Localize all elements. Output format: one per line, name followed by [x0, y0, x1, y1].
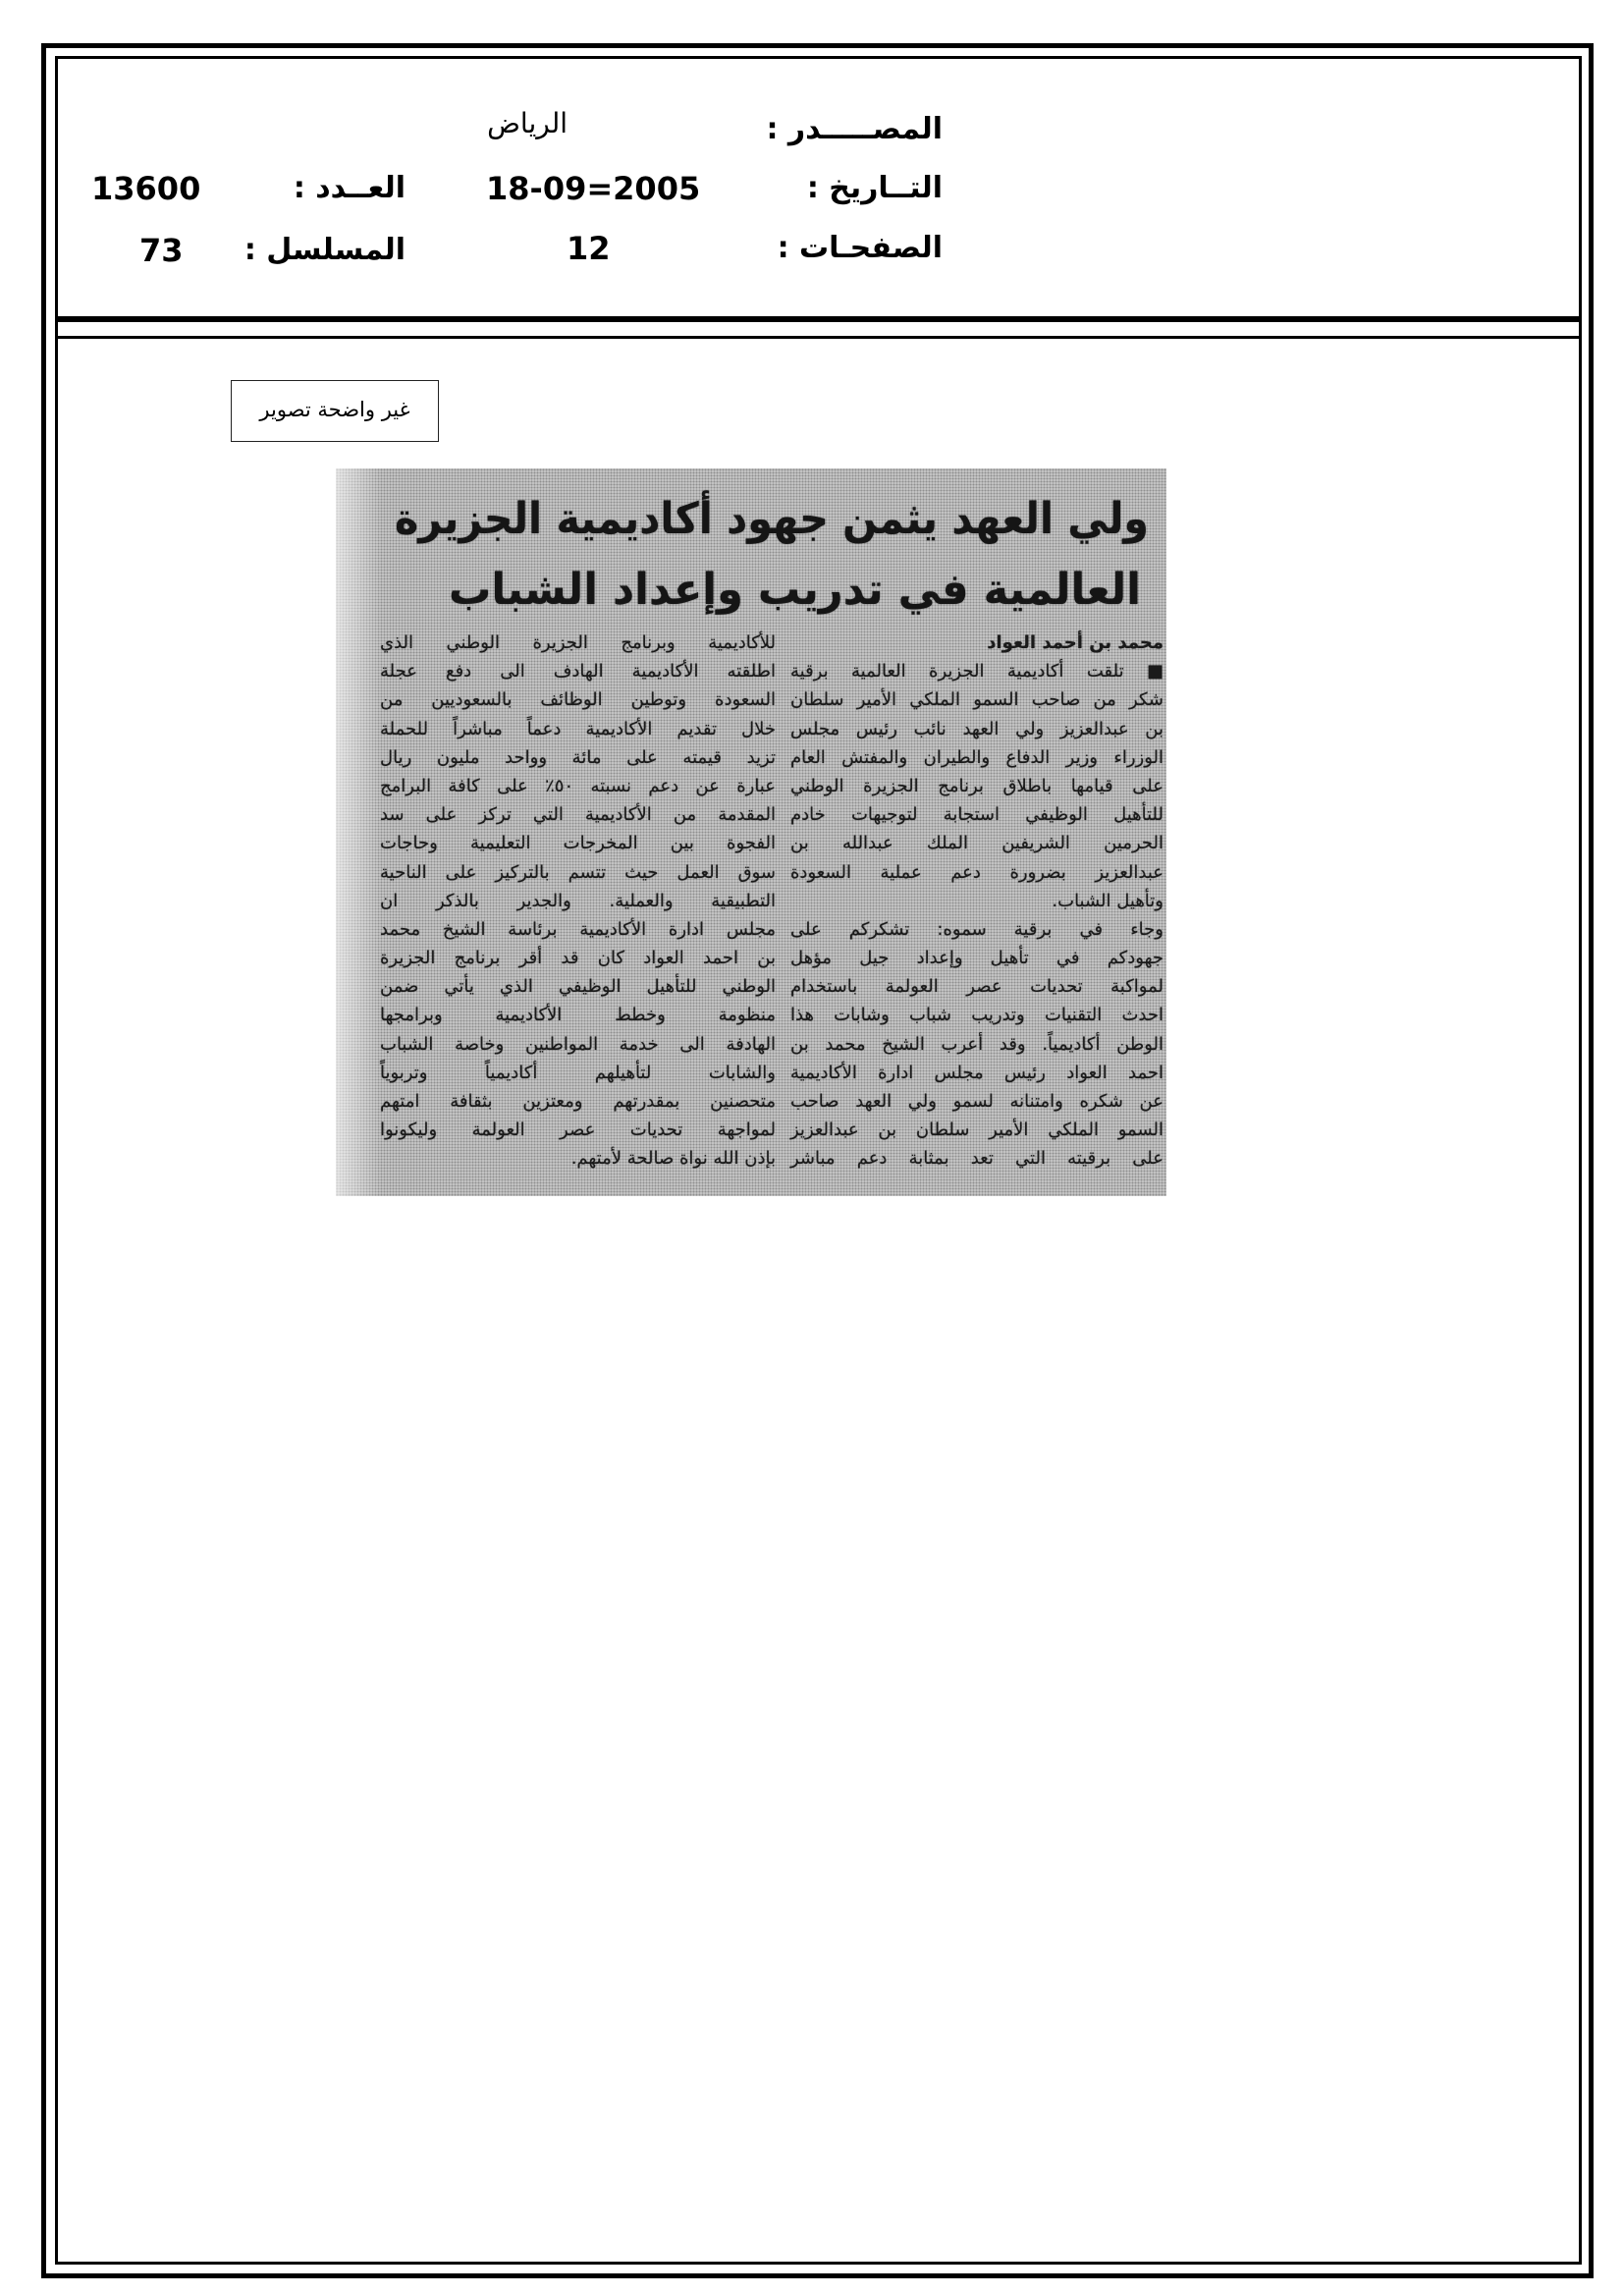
- article-line: للأكاديمية وبرنامج الجزيرة الوطني الذي: [380, 632, 776, 653]
- article-line: مجلس ادارة الأكاديمية برئاسة الشيخ محمد: [380, 918, 776, 940]
- article-line: بن عبدالعزيز ولي العهد نائب رئيس مجلس: [790, 718, 1163, 739]
- article-line: السعودة وتوطين الوظائف بالسعوديين من: [380, 689, 776, 711]
- article-line: بإذن الله نواة صالحة لأمتهم.: [570, 1148, 776, 1170]
- serial-value: 73: [139, 232, 184, 269]
- article-line: تزيد قيمته على مائة وواحد مليون ريال: [380, 746, 776, 768]
- article-line: الوطني للتأهيل الوظيفي الذي يأتي ضمن: [380, 976, 776, 998]
- article-line: على برقيته التي تعد بمثابة دعم مباشر: [790, 1148, 1163, 1170]
- article-line: الوزراء وزير الدفاع والطيران والمفتش العام: [790, 746, 1163, 768]
- serial-label: المسلسل :: [243, 233, 406, 267]
- article-line: احمد العواد رئيس مجلس ادارة الأكاديمية: [790, 1062, 1163, 1083]
- article-line: اطلقته الأكاديمية الهادف الى دفع عجلة: [380, 661, 776, 683]
- source-label: المصـــــدر :: [766, 112, 943, 146]
- article-line: عبدالعزيز بضرورة دعم عملية السعودة: [790, 861, 1163, 883]
- article-line: السمو الملكي الأمير سلطان بن عبدالعزيز: [790, 1120, 1163, 1141]
- headline-line-2: العالمية في تدريب وإعداد الشباب: [448, 565, 1141, 615]
- article-line: لمواكبة تحديات عصر العولمة باستخدام: [790, 976, 1163, 998]
- article-line: متحصنين بمقدرتهم ومعتزين بثقافة امتهم: [380, 1091, 776, 1112]
- article-column-left: [380, 629, 776, 1174]
- newspaper-clipping: [336, 468, 1166, 1196]
- date-value: 18-09=2005: [486, 170, 701, 207]
- article-line: جهودكم في تأهيل وإعداد جيل مؤهل: [790, 948, 1163, 969]
- article-line: بن احمد العواد كان قد أقر برنامج الجزيرة: [380, 948, 776, 969]
- pages-label: الصفحـات :: [777, 231, 943, 265]
- article-line: خلال تقديم الأكاديمية دعماً مباشراً للحملة: [380, 718, 776, 739]
- date-label: التــاريخ :: [806, 171, 943, 205]
- article-line: احدث التقنيات وتدريب شباب وشابات هذا: [790, 1005, 1163, 1026]
- pages-value: 12: [567, 230, 611, 267]
- header-divider-thick: [55, 316, 1582, 322]
- article-line: المقدمة من الأكاديمية التي تركز على سد: [380, 804, 776, 826]
- article-line: على قيامها باطلاق برنامج الجزيرة الوطني: [790, 775, 1163, 796]
- article-line: للتأهيل الوظيفي استجابة لتوجيهات خادم: [790, 804, 1163, 826]
- article-column-right: [790, 629, 1163, 1174]
- article-line: شكر من صاحب السمو الملكي الأمير سلطان: [790, 689, 1163, 711]
- article-line: الهادفة الى خدمة المواطنين وخاصة الشباب: [380, 1033, 776, 1055]
- unclear-copy-note: غير واضحة تصوير: [231, 380, 439, 442]
- article-line: الوطن أكاديمياً. وقد أعرب الشيخ محمد بن: [790, 1033, 1163, 1055]
- article-line: التطبيقية والعملية. والجدير بالذكر ان: [380, 890, 776, 911]
- article-line: الحرمين الشريفين الملك عبدالله بن: [790, 833, 1163, 854]
- article-line: ■ تلقت أكاديمية الجزيرة العالمية برقية: [790, 661, 1163, 683]
- article-line: وجاء في برقية سموه: تشكركم على: [790, 918, 1163, 940]
- article-line: عن شكره وامتنانه لسمو ولي العهد صاحب: [790, 1091, 1163, 1112]
- article-line: لمواجهة تحديات عصر العولمة وليكونوا: [380, 1120, 776, 1141]
- article-line: منظومة وخطط الأكاديمية وبرامجها: [380, 1005, 776, 1026]
- source-value: الرياض: [487, 107, 568, 139]
- article-line: والشابات لتأهيلهم أكاديمياً وتربوياً: [380, 1062, 776, 1083]
- issue-value: 13600: [91, 170, 201, 207]
- article-line: عبارة عن دعم نسبته ٥٠٪ على كافة البرامج: [380, 775, 776, 796]
- header-divider-thin: [55, 336, 1582, 339]
- article-line: الفجوة بين المخرجات التعليمية وحاجات: [380, 833, 776, 854]
- byline: محمد بن أحمد العواد: [987, 632, 1163, 653]
- headline-line-1: ولي العهد يثمن جهود أكاديمية الجزيرة: [395, 494, 1149, 544]
- article-line: سوق العمل حيث تتسم بالتركيز على الناحية: [380, 861, 776, 883]
- article-line: وتأهيل الشباب.: [1052, 890, 1163, 911]
- issue-label: العــدد :: [293, 171, 406, 205]
